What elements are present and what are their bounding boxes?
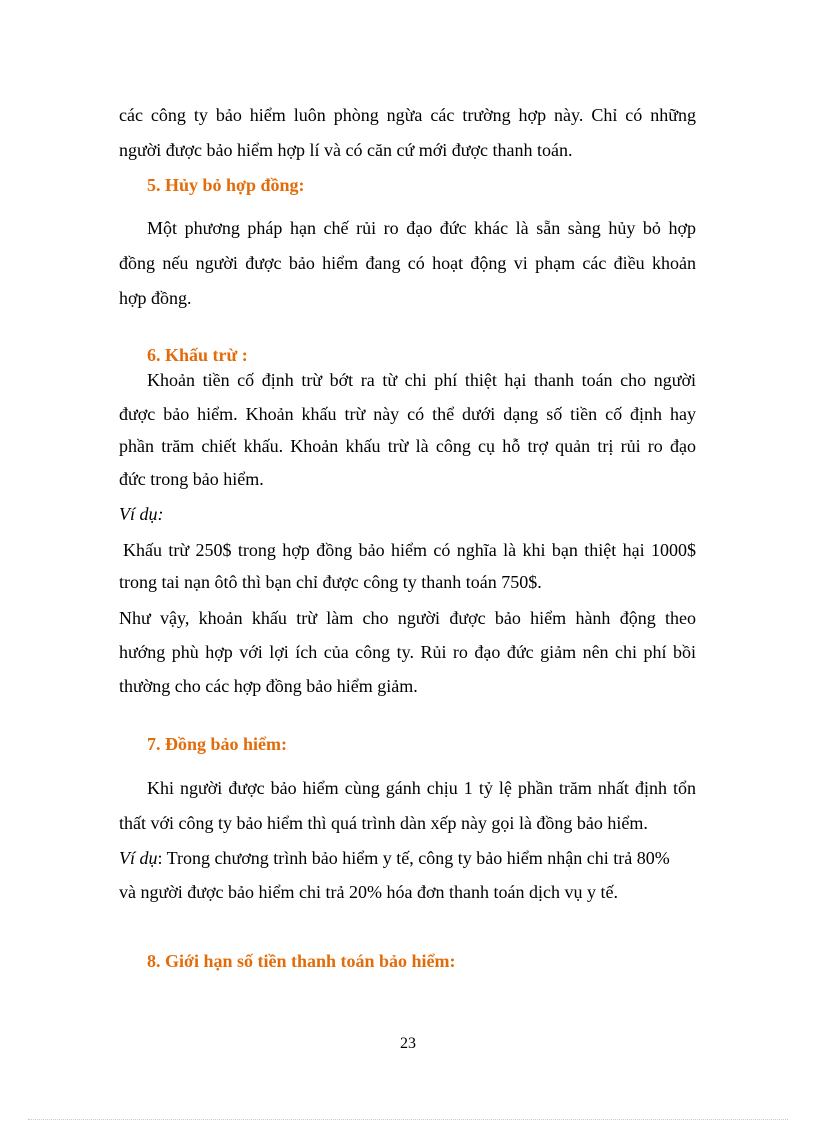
page-bottom-border bbox=[28, 1119, 788, 1120]
paragraph-line: đức trong bảo hiểm. bbox=[119, 469, 264, 489]
section-heading-8: 8. Giới hạn số tiền thanh toán bảo hiểm: bbox=[147, 951, 456, 971]
section-heading-6: 6. Khấu trừ : bbox=[147, 345, 248, 365]
example-label: Ví dụ: bbox=[119, 504, 164, 524]
example-line bbox=[119, 846, 696, 870]
example-label: Ví dụ bbox=[119, 848, 158, 868]
example-text: : Trong chương trình bảo hiểm y tế, công ty bảo hiểm nhận chi trả 80% bbox=[157, 848, 670, 868]
paragraph-line: Khoản tiền cố định trừ bớt ra từ chi phí thiệt hại thanh toán cho người bbox=[147, 370, 696, 390]
paragraph-line: Một phương pháp hạn chế rủi ro đạo đức khác là sẵn sàng hủy bỏ hợp bbox=[147, 218, 696, 238]
paragraph-line: được bảo hiểm. Khoản khấu trừ này có thể dưới dạng số tiền cố định hay bbox=[119, 404, 696, 424]
paragraph-line: hợp đồng. bbox=[119, 288, 192, 308]
paragraph-line: hướng phù hợp với lợi ích của công ty. Rủi ro đạo đức giảm nên chi phí bồi bbox=[119, 642, 696, 662]
paragraph-line: thất với công ty bảo hiểm thì quá trình dàn xếp này gọi là đồng bảo hiểm. bbox=[119, 813, 648, 833]
paragraph-line: thường cho các hợp đồng bảo hiểm giảm. bbox=[119, 676, 418, 696]
page-number: 23 bbox=[400, 1035, 416, 1052]
section-heading-7: 7. Đồng bảo hiểm: bbox=[147, 734, 288, 754]
paragraph-line: Như vậy, khoản khấu trừ làm cho người được bảo hiểm hành động theo bbox=[119, 608, 696, 628]
example-line: và người được bảo hiểm chi trả 20% hóa đơn thanh toán dịch vụ y tế. bbox=[119, 882, 618, 902]
example-line: Khấu trừ 250$ trong hợp đồng bảo hiểm có nghĩa là khi bạn thiệt hại 1000$ bbox=[123, 540, 696, 560]
paragraph-line: các công ty bảo hiểm luôn phòng ngừa các trường hợp này. Chỉ có những bbox=[119, 105, 696, 125]
paragraph-line: đồng nếu người được bảo hiểm đang có hoạt động vi phạm các điều khoản bbox=[119, 253, 696, 273]
example-line: trong tai nạn ôtô thì bạn chỉ được công ty thanh toán 750$. bbox=[119, 572, 542, 592]
paragraph-line: phần trăm chiết khấu. Khoản khấu trừ là công cụ hỗ trợ quản trị rủi ro đạo bbox=[119, 436, 696, 456]
paragraph-line: Khi người được bảo hiểm cùng gánh chịu 1 tỷ lệ phần trăm nhất định tổn bbox=[147, 778, 696, 798]
section-heading-5: 5. Hủy bỏ hợp đồng: bbox=[147, 175, 305, 195]
paragraph-line: người được bảo hiểm hợp lí và có căn cứ mới được thanh toán. bbox=[119, 140, 573, 160]
